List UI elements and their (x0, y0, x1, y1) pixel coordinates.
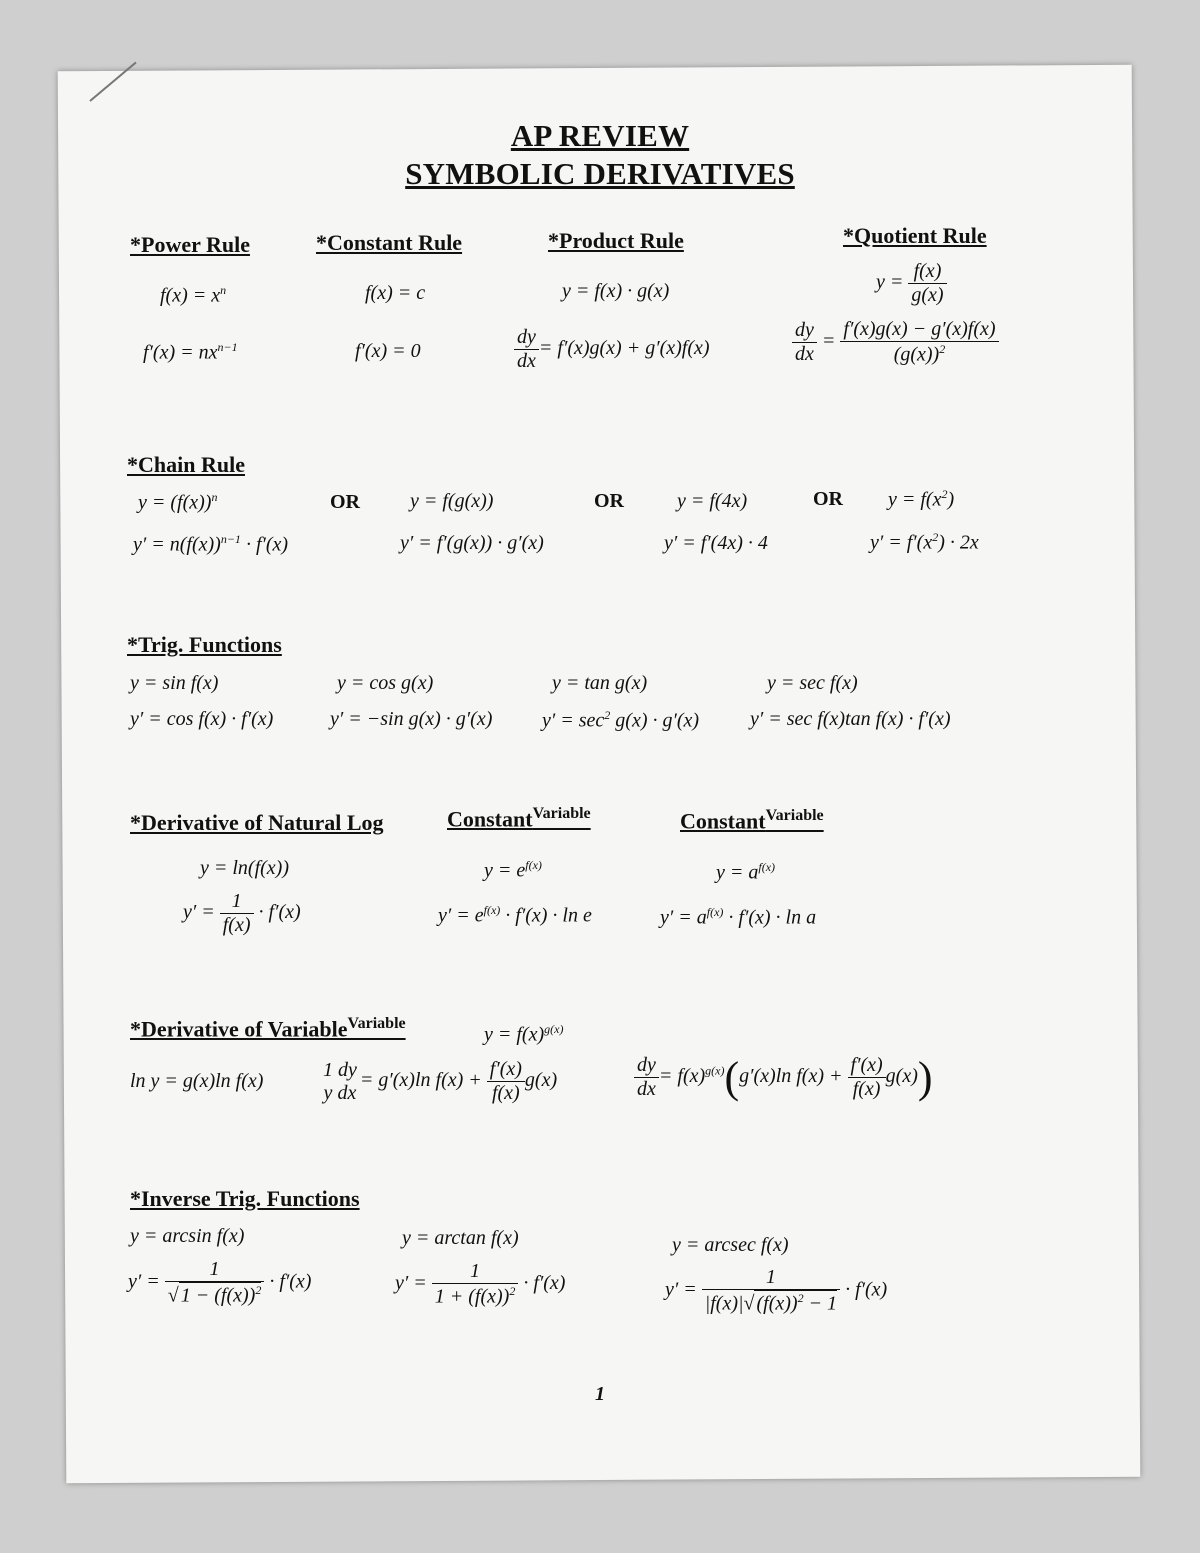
trig-3-yp: $y' = \sec^2 g(x) \cdot g'(x)$ (542, 708, 700, 732)
const-var-e-y: $y = e^{f(x)}$ (484, 858, 542, 882)
or-label-1: OR (330, 491, 360, 513)
var-var-heading: *Derivative of Variable$^{Variable}$ (130, 1015, 406, 1042)
constant-rule-heading: *Constant Rule (316, 230, 463, 255)
chain-rule-heading: *Chain Rule (127, 452, 245, 477)
chain-rule-4-y: $y = f(x^2)$ (888, 487, 955, 511)
var-var-ln: ln y = g(x)ln f(x) (130, 1070, 264, 1092)
const-var-a-yp: $y' = a^{f(x)} \cdot f'(x) \cdot \ln a$ (660, 905, 817, 929)
chain-rule-3-yp: y′ = f′(4x) · 4 (664, 532, 768, 554)
trig-2-yp: y′ = −sin g(x) · g′(x) (330, 708, 493, 730)
product-rule-derivative: $\frac{dy}{dx}$ = f′(x)g(x) + g′(x)f(x) (514, 326, 710, 373)
trig-3-y: y = tan g(x) (552, 672, 648, 694)
var-var-result: $\frac{dy}{dx}$ = $f(x)^{g(x)}(g'(x)\ln$ f(x) + $\frac{f'(x)}{f(x)}$ g(x)) (634, 1052, 933, 1103)
chain-rule-4-yp: $y' = f'(x^2) \cdot 2x$ (870, 530, 979, 554)
chain-rule-1-y: $y = (f(x))^n$ (138, 490, 218, 514)
or-label-3: OR (813, 488, 843, 510)
product-rule-heading: *Product Rule (548, 228, 684, 253)
inverse-trig-3-y: y = arcsec f(x) (672, 1234, 789, 1256)
var-var-y: $y = f(x)^{g(x)}$ (484, 1022, 564, 1046)
const-var-a-y: $y = a^{f(x)}$ (716, 860, 776, 884)
const-var-e-heading: Constant$^{Variable}$ (447, 805, 591, 832)
trig-1-yp: y′ = cos f(x) · f′(x) (130, 708, 274, 730)
natural-log-yp: y′ = $\frac{1}{f(x)}$ · f′(x) (183, 890, 301, 936)
trig-heading: *Trig. Functions (127, 632, 282, 657)
power-rule-fx: $f(x) = x^n$ (160, 283, 227, 307)
power-rule-heading: *Power Rule (130, 232, 250, 257)
natural-log-y: y = ln(f(x)) (200, 857, 290, 879)
trig-4-y: y = sec f(x) (767, 672, 858, 694)
trig-1-y: y = sin f(x) (130, 672, 219, 694)
inverse-trig-heading: *Inverse Trig. Functions (130, 1186, 360, 1211)
inverse-trig-1-y: y = arcsin f(x) (130, 1225, 245, 1247)
var-var-implicit: 1 dy y dx = g′(x)ln f(x) + $\frac{f'(x)}{f(x)}$ g(x) (323, 1058, 558, 1104)
trig-4-yp: y′ = sec f(x)tan f(x) · f′(x) (750, 708, 951, 730)
quotient-rule-y: y = $\frac{f(x)}{g(x)}$ (876, 260, 947, 307)
title-line-1: AP REVIEW (510, 118, 690, 153)
const-var-e-yp: $y' = e^{f(x)} \cdot f'(x) \cdot \ln e$ (438, 903, 592, 927)
quotient-rule-heading: *Quotient Rule (843, 223, 987, 248)
or-label-2: OR (594, 490, 624, 512)
natural-log-heading: *Derivative of Natural Log (130, 810, 384, 835)
inverse-trig-2-yp: y′ = $\frac{1}{1 + (f(x))^2}$ · f′(x) (395, 1260, 566, 1308)
quotient-rule-derivative: $\frac{dy}{dx}$ = $\frac{f'(x)g(x) - g'(x)f(x)}{(g(x))^2}$ (792, 318, 999, 367)
inverse-trig-1-yp: y′ = $\frac{1}{√ 1 - (f(x))^2}$ · f′(x) (128, 1258, 312, 1307)
constant-rule-fpx: f′(x) = 0 (355, 340, 421, 362)
page-number: 1 (595, 1383, 605, 1405)
trig-2-y: y = cos g(x) (337, 672, 434, 694)
constant-rule-fx: f(x) = c (365, 282, 426, 304)
chain-rule-1-yp: $y' = n(f(x))^{n-1} \cdot f'(x)$ (133, 532, 289, 556)
inverse-trig-2-y: y = arctan f(x) (402, 1227, 519, 1249)
chain-rule-3-y: y = f(4x) (677, 490, 748, 512)
power-rule-fpx: $f'(x) = nx^{n-1}$ (143, 340, 238, 364)
inverse-trig-3-yp: y′ = $\frac{1}{|f(x)|√ (f(x))^2 - 1}$ · f′(x) (665, 1266, 888, 1315)
chain-rule-2-y: y = f(g(x)) (410, 490, 494, 512)
chain-rule-2-yp: y′ = f′(g(x)) · g′(x) (400, 532, 544, 554)
title-line-2: SYMBOLIC DERIVATIVES (405, 156, 795, 191)
const-var-a-heading: Constant$^{Variable}$ (680, 807, 824, 834)
product-rule-y: y = f(x) · g(x) (562, 280, 670, 302)
